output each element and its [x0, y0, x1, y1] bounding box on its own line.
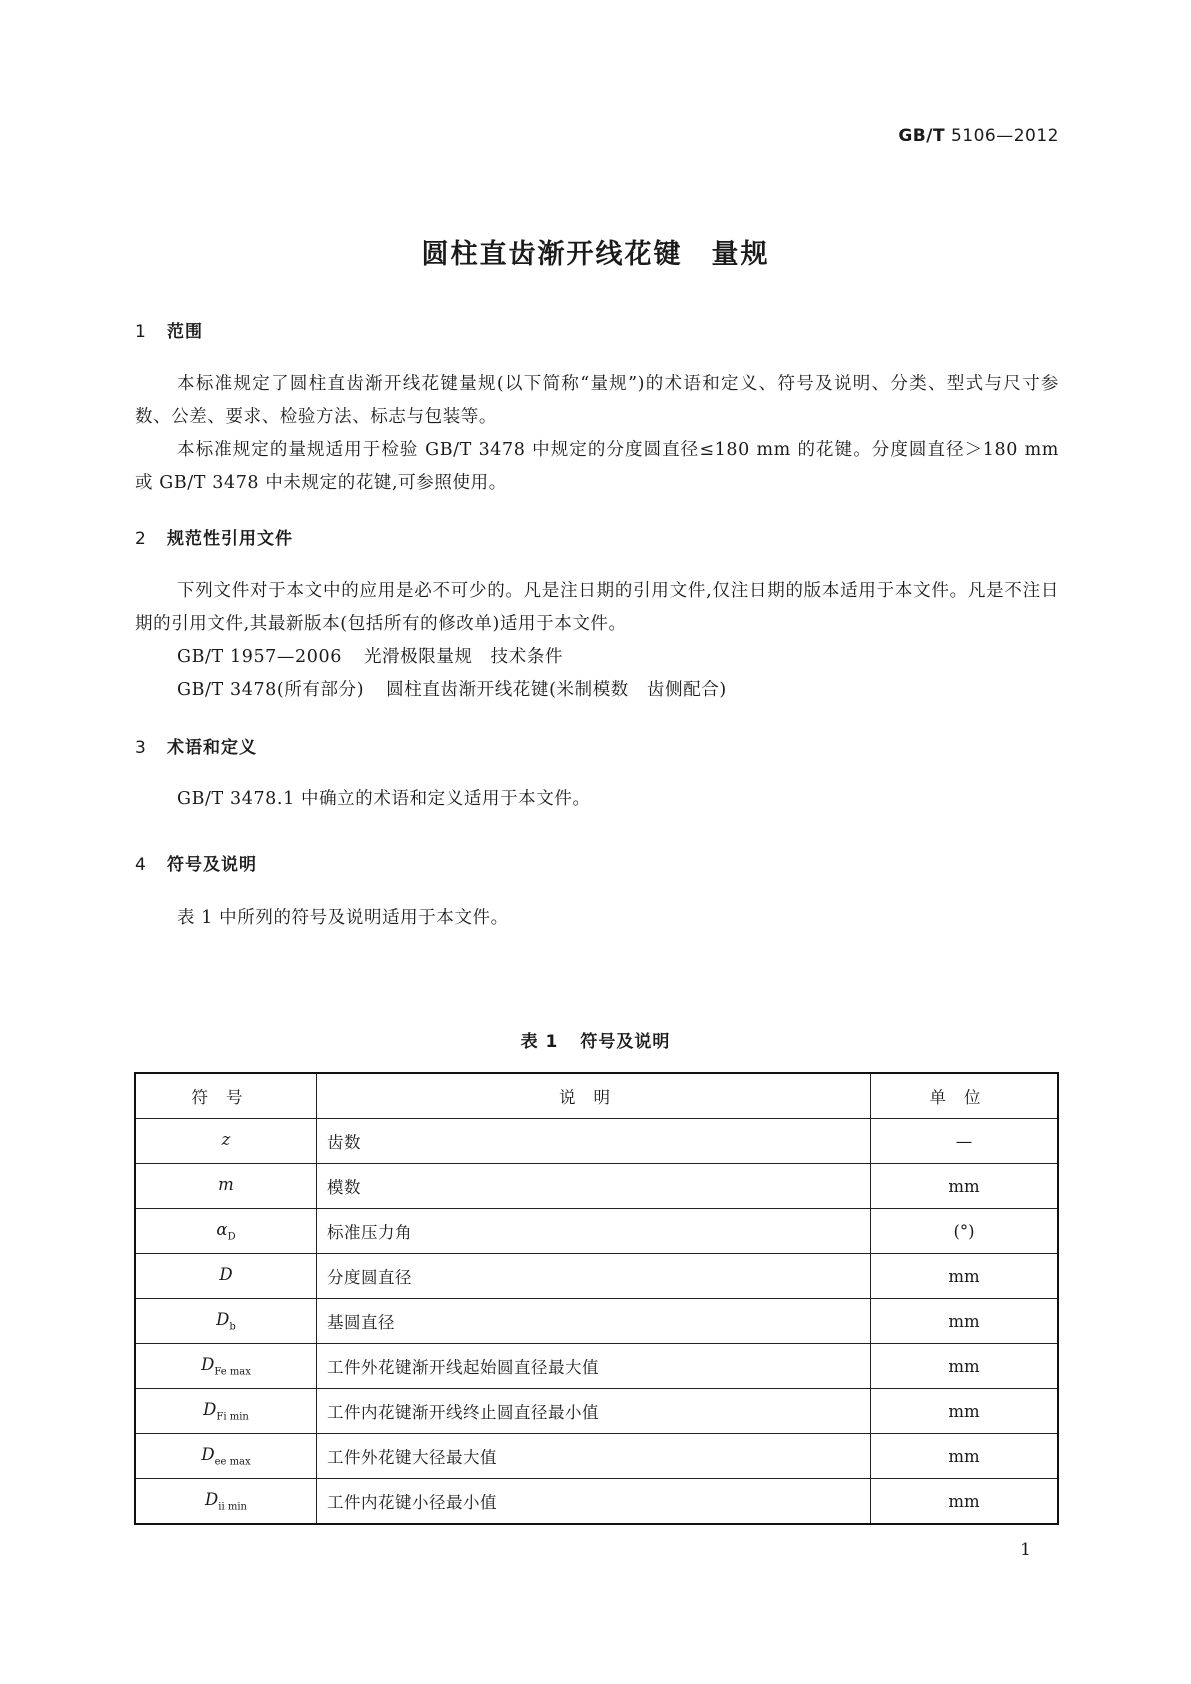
unit-cell: mm [871, 1299, 1059, 1344]
section-number: 1 [135, 322, 147, 342]
symbol: z [221, 1129, 231, 1149]
symbol-subscript: b [229, 1321, 236, 1333]
header-symbol: 符号 [135, 1073, 317, 1119]
table-row [135, 1254, 1058, 1299]
reference-1 [135, 641, 1059, 674]
paragraph: 本标准规定了圆柱直齿渐开线花键量规(以下简称“量规”)的术语和定义、符号及说明、分类、型式与尺寸参数、公差、要求、检验方法、标志与包装等。 [135, 374, 1059, 427]
symbol-subscript: ii min [218, 1501, 247, 1513]
section-number: 4 [135, 855, 147, 875]
section-title: 符号及说明 [167, 855, 257, 875]
unit-cell: mm [871, 1434, 1059, 1479]
symbol-subscript: Fi min [216, 1411, 249, 1423]
unit-cell: mm [871, 1389, 1059, 1434]
paragraph: 表 1 中所列的符号及说明适用于本文件。 [177, 908, 509, 928]
document-title: 圆柱直齿渐开线花键 量规 [421, 239, 770, 270]
symbol-cell [135, 1344, 317, 1389]
description-cell: 工件内花键渐开线终止圆直径最小值 [317, 1389, 871, 1434]
unit-cell: — [871, 1119, 1059, 1164]
standard-prefix: GB/T [898, 126, 946, 146]
unit-cell: mm [871, 1344, 1059, 1389]
section-2-body [135, 575, 1059, 707]
table-row [135, 1389, 1058, 1434]
unit-cell: mm [871, 1479, 1059, 1525]
section-title: 范围 [167, 322, 203, 342]
symbol-subscript: ee max [214, 1456, 251, 1468]
description-cell: 分度圆直径 [317, 1254, 871, 1299]
symbol: m [218, 1174, 234, 1194]
section-4-heading [135, 850, 257, 875]
table-title: 符号及说明 [580, 1032, 671, 1052]
table-row [135, 1434, 1058, 1479]
reference-code: GB/T 3478(所有部分) [177, 680, 365, 700]
header-description: 说明 [317, 1073, 871, 1119]
table-row [135, 1479, 1058, 1525]
standard-number: 5106—2012 [950, 126, 1059, 146]
section-title: 术语和定义 [167, 738, 257, 758]
symbol-cell [135, 1389, 317, 1434]
description-cell: 标准压力角 [317, 1209, 871, 1254]
section-1-body [135, 368, 1059, 500]
symbol: D [219, 1264, 233, 1284]
section-title: 规范性引用文件 [167, 529, 293, 549]
description-cell: 工件外花键渐开线起始圆直径最大值 [317, 1344, 871, 1389]
section-1-heading [135, 317, 203, 342]
table-row [135, 1209, 1058, 1254]
description-cell: 工件内花键小径最小值 [317, 1479, 871, 1525]
symbol: D [205, 1489, 219, 1509]
unit-cell: (°) [871, 1209, 1059, 1254]
symbol-cell [135, 1119, 317, 1164]
section-3-body [135, 783, 1059, 816]
section-4-body [135, 902, 1059, 935]
symbol: D [201, 1354, 215, 1374]
symbol-cell [135, 1479, 317, 1525]
section-number: 3 [135, 738, 147, 758]
unit-cell: mm [871, 1164, 1059, 1209]
header-unit: 单位 [871, 1073, 1059, 1119]
symbols-table [134, 1072, 1059, 1525]
symbol-cell [135, 1434, 317, 1479]
symbol-cell [135, 1164, 317, 1209]
symbol-cell [135, 1299, 317, 1344]
section-3-heading [135, 733, 257, 758]
symbol: D [216, 1309, 230, 1329]
paragraph: 本标准规定的量规适用于检验 GB/T 3478 中规定的分度圆直径≤180 mm 的花键。分度圆直径＞180 mm 或 GB/T 3478 中未规定的花键,可参照使用。 [135, 440, 1059, 493]
reference-2 [135, 674, 1059, 707]
table-row [135, 1119, 1058, 1164]
description-cell: 工件外花键大径最大值 [317, 1434, 871, 1479]
section-2-heading [135, 524, 293, 549]
reference-code: GB/T 1957—2006 [177, 647, 342, 667]
symbol: α [216, 1219, 228, 1239]
symbol-cell [135, 1254, 317, 1299]
table-caption [0, 1027, 1191, 1052]
table-row [135, 1344, 1058, 1389]
standard-code [898, 126, 1059, 146]
table-row [135, 1299, 1058, 1344]
symbol: D [201, 1444, 215, 1464]
table-row [135, 1164, 1058, 1209]
description-cell: 模数 [317, 1164, 871, 1209]
symbol-subscript: Fe max [214, 1366, 251, 1378]
reference-title: 圆柱直齿渐开线花键(米制模数 齿侧配合) [386, 680, 727, 700]
paragraph: GB/T 3478.1 中确立的术语和定义适用于本文件。 [177, 789, 591, 809]
table-header-row [135, 1073, 1058, 1119]
table-label: 表 1 [520, 1032, 559, 1052]
symbol-subscript: D [227, 1231, 236, 1243]
page-number: 1 [1020, 1540, 1031, 1560]
reference-title: 光滑极限量规 技术条件 [363, 647, 564, 667]
paragraph: 下列文件对于本文中的应用是必不可少的。凡是注日期的引用文件,仅注日期的版本适用于本文件。凡是不注日期的引用文件,其最新版本(包括所有的修改单)适用于本文件。 [135, 581, 1059, 634]
description-cell: 齿数 [317, 1119, 871, 1164]
unit-cell: mm [871, 1254, 1059, 1299]
symbol-cell [135, 1209, 317, 1254]
description-cell: 基圆直径 [317, 1299, 871, 1344]
symbol: D [203, 1399, 217, 1419]
section-number: 2 [135, 529, 147, 549]
